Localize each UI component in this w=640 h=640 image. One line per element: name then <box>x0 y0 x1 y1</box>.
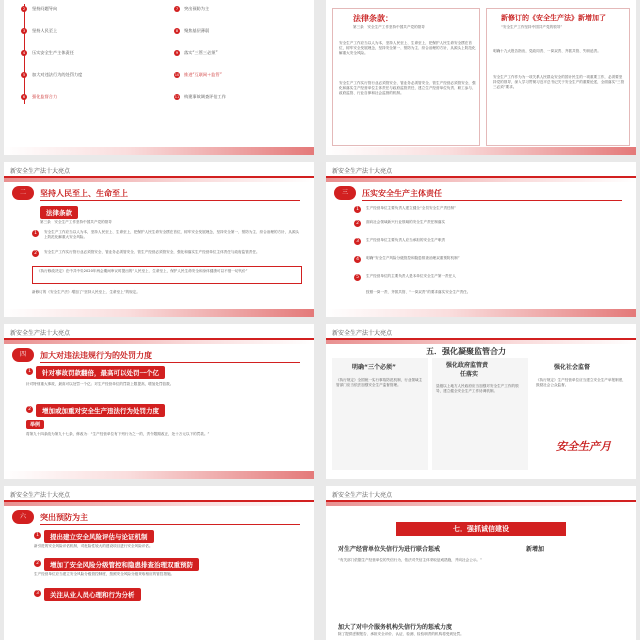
bullet: 2 <box>26 406 33 413</box>
header-label: 新安全生产法十大亮点 <box>10 330 71 337</box>
highlight-pill: 针对事故罚款翻倍，最高可以处罚一个亿 <box>36 366 165 379</box>
note-box <box>32 266 302 284</box>
flow-dot: 9 <box>175 51 179 55</box>
section-divider <box>40 524 300 525</box>
flow-dot: 4 <box>22 51 26 55</box>
flow-dot: 7 <box>175 7 179 11</box>
flow-dot: 10 <box>174 73 180 77</box>
flow-item: 推进“互联网＋监管” <box>184 72 222 77</box>
footer-text: 按照一岗一责、齐抓共管、“一岗双责”的要求落实安全生产责任。 <box>366 290 471 294</box>
paragraph: 新引进的安全风险评估机制，对危险性较大的建设项目进行安全风险评估。 <box>34 544 153 548</box>
highlight-pill: 关注从业人员心理和行为分析 <box>44 588 141 601</box>
card-body: 明确十九大报告指出，党政同责、一岗双责、齐抓共管、失职追责。 <box>493 49 601 53</box>
header-wave <box>326 178 636 182</box>
column-card <box>532 358 630 470</box>
slide-header <box>326 324 636 344</box>
column-card <box>432 358 528 470</box>
flow-dot: 3 <box>22 29 26 33</box>
column-body: 《执行规定》全国统一实行事故防范机制，行业领域主管部门应当依法加强安全生产监督管理。 <box>336 378 423 388</box>
section-divider <box>40 362 300 363</box>
column-title: 任落实 <box>460 371 479 378</box>
slogan-logo: 安全生产月 <box>556 440 611 453</box>
bullet: 3 <box>34 590 41 597</box>
paragraph: 针对特别重大事故，最高可以处罚一个亿；对生产经营单位的罚款上限提高，增加处罚倍数。 <box>26 382 174 386</box>
card-body: 安全生产工作作为为一项关系人民群众安全的国计民生的一项重要工作，必须要坚持党的领导，深入学习贯彻习近平总书记关于安全生产的重要论述，全面落实“三管三必须”要求。 <box>493 75 625 90</box>
highlight-pill: 增加了安全风险分级管控和隐患排查治理双重预防 <box>44 558 199 571</box>
highlight-pill: 提出建立安全风险评估与论证机制 <box>44 530 154 543</box>
header-wave <box>326 502 636 506</box>
flow-item: 构建事故调查评估工作 <box>184 94 226 99</box>
flow-dot: 5 <box>22 73 26 77</box>
section-title: 加大对违法违规行为的处罚力度 <box>40 351 152 360</box>
footer-wave <box>326 309 636 317</box>
note-text: 《执行修改决定》在中共中央2020年两会期间审议时提出的“人民至上、生命至上，保护人民生命安全和身体健康可以不惜一切代价” <box>37 269 248 273</box>
subsection-title: 对生产经营单位失信行为进行联合惩戒 <box>338 546 441 553</box>
law-clause-pill: 法律条款 <box>40 206 78 219</box>
section-number: 四 <box>12 348 34 362</box>
column-title: 强化政府监管责 <box>446 362 489 369</box>
new-tag: 新增加 <box>526 546 545 553</box>
slide-2[interactable] <box>326 0 636 155</box>
paragraph: “有关部门依据生产经营单位的失信行为，依法对失信主体采取惩戒措施，并向社会公示。” <box>338 558 482 562</box>
new-addition-card <box>486 8 630 146</box>
flow-dot: 2 <box>22 7 26 11</box>
flow-dot: 11 <box>174 95 180 99</box>
header-label: 新安全生产法十大亮点 <box>10 168 71 175</box>
paragraph: 生产经营单位应当建立安全风险分级管控制度，按照安全风险分级采取相应的管控措施。 <box>34 572 175 576</box>
slide-3[interactable] <box>4 162 314 317</box>
header-wave <box>4 178 314 182</box>
header-label: 新安全生产法十大亮点 <box>332 168 393 175</box>
section-title: 压实安全生产主体责任 <box>362 189 442 198</box>
slide-header <box>326 486 636 506</box>
slide-5[interactable] <box>4 324 314 479</box>
column-body: 县级以上地方人民政府应当加强对安全生产工作的领导，建立健全安全生产工作协调机制。 <box>436 384 519 394</box>
example-tag: 举例 <box>26 420 44 429</box>
card-subtitle: 第三条 安全生产工作坚持中国共产党的领导 <box>353 25 425 29</box>
card-title: 新修订的《安全生产法》新增加了 <box>501 14 606 22</box>
slide-6[interactable] <box>326 324 636 479</box>
bullet: 4 <box>354 256 361 263</box>
slide-4[interactable] <box>326 162 636 317</box>
section-divider <box>362 200 622 201</box>
slide-header <box>4 486 314 506</box>
header-label: 新安全生产法十大亮点 <box>10 492 71 499</box>
column-title: 明确“三个必须” <box>352 364 396 371</box>
flow-dot: 8 <box>175 29 179 33</box>
bullet: 3 <box>354 238 361 245</box>
paragraph: 将第九十四条改为第九十七条，修改为：“生产经营单位有下列行为之一的，责令限期改正，处十万元以下的罚款。” <box>26 432 210 436</box>
bullet: 5 <box>354 274 361 281</box>
footer-wave <box>326 147 636 155</box>
flow-item: 坚持人民至上 <box>32 28 58 33</box>
card-title: 法律条款： <box>353 14 393 23</box>
bullet: 1 <box>26 368 33 375</box>
slide-1[interactable] <box>4 0 314 155</box>
slide-8[interactable] <box>326 486 636 640</box>
flow-item: 强化监督合力 <box>32 94 58 99</box>
header-wave <box>4 340 314 344</box>
card-body: 安全生产工作实行管行业必须管安全、管业务必须管安全、管生产经营必须管安全，强化和落实生产经营单位主体责任与政府监管责任，建立生产经营单位负责、职工参与、政府监管、行业自律和社会监督的机制。 <box>339 81 476 96</box>
section-banner: 七．强抓诚信建设 <box>396 522 566 536</box>
flow-item: 聚焦基层薄弱 <box>184 28 210 33</box>
list-item: 生产经营单位的主要负责人是本单位安全生产第一责任人 <box>366 274 456 278</box>
card-body: 安全生产工作应当以人为本，坚持人民至上、生命至上，把保护人民生命安全摆在首位，树牢安全发展理念，坚持安全第一、预防为主、综合治理的方针，从源头上防范化解重大安全风险。 <box>339 41 476 56</box>
list-item: 生产经营单位主要负责人应当承担的安全生产职责 <box>366 238 446 242</box>
flow-dot: 6 <box>22 95 26 99</box>
section-number: 二 <box>12 186 34 200</box>
section-title: 坚持人民至上、生命至上 <box>40 189 128 198</box>
footer-wave <box>4 147 314 155</box>
header-wave <box>4 502 314 506</box>
list-item: 生产经营单位主要负责人建立健全“全员安全生产责任制” <box>366 206 456 210</box>
section-divider <box>40 200 300 201</box>
paragraph: 安全生产工作实行管行业必须管安全、管业务必须管安全、管生产经营必须管安全，强化和落实生产经营单位主体责任与政府监管责任。 <box>44 250 260 254</box>
bullet: 1 <box>354 206 361 213</box>
flow-item: 落实“三管三必须” <box>184 50 218 55</box>
column-title: 强化社会监督 <box>554 364 591 371</box>
header-wave <box>326 340 636 344</box>
slide-header <box>4 324 314 344</box>
column-card <box>332 358 428 470</box>
bullet: 2 <box>32 250 39 257</box>
paragraph: 安全生产工作应当以人为本，坚持人民至上、生命至上，把保护人民生命安全摆在首位，树牢安全发展理念，坚持安全第一、预防为主、综合治理的方针，从源头上防范化解重大安全风险。 <box>44 230 300 240</box>
section-number: 六 <box>12 510 34 524</box>
bullet: 1 <box>34 532 41 539</box>
section-number: 三 <box>334 186 356 200</box>
flow-item: 坚持问题导向 <box>32 6 58 11</box>
footer-wave <box>4 471 314 479</box>
slide-header <box>326 162 636 182</box>
header-label: 新安全生产法十大亮点 <box>332 492 393 499</box>
subsection-title: 加大了对中介服务机构失信行为的惩戒力度 <box>338 624 453 631</box>
clause-text: 第三条 安全生产工作坚持中国共产党的领导 <box>40 220 112 224</box>
slide-7[interactable] <box>4 486 314 640</box>
list-item: 明确“安全生产风险分级管控和隐患排查治理双重预防机制” <box>366 256 460 260</box>
bullet: 2 <box>354 220 361 227</box>
section-title: 突出预防为主 <box>40 513 88 522</box>
column-body: 《执行规定》生产经营单位应当建立安全生产举报制度，鼓励社会公众监督。 <box>536 378 626 388</box>
list-item: 面向社会领域新兴行业领域的安全生产责任制落实 <box>366 220 446 224</box>
card-subtitle: “安全生产工作坚持中国共产党的领导” <box>501 25 563 29</box>
footer-text: 新修订的《安全生产法》增加了“坚持人民至上、生命至上”的规定。 <box>32 290 140 294</box>
flow-item: 压实安全生产主体责任 <box>32 50 74 55</box>
slide-header <box>4 162 314 182</box>
highlight-pill: 增加或加重对安全生产违法行为处罚力度 <box>36 404 165 417</box>
law-clause-card <box>332 8 480 146</box>
paragraph: 除了提供虚假报告、承担安全评价、认证、检测、检验职责的机构将受到处罚。 <box>338 632 464 636</box>
header-label: 新安全生产法十大亮点 <box>332 330 393 337</box>
bullet: 1 <box>32 230 39 237</box>
footer-wave <box>4 309 314 317</box>
section-title: 五．强化凝聚监管合力 <box>426 347 506 356</box>
bullet: 2 <box>34 560 41 567</box>
flow-item: 加大对违法行为的处罚力度 <box>32 72 83 77</box>
flow-item: 突出预防为主 <box>184 6 210 11</box>
